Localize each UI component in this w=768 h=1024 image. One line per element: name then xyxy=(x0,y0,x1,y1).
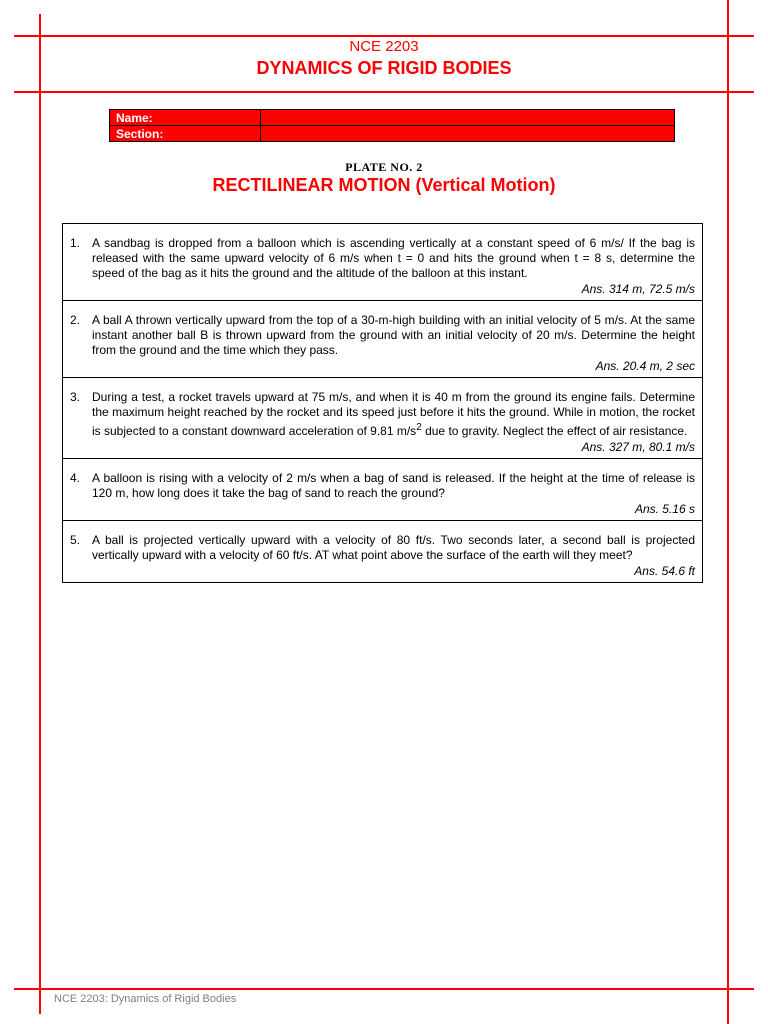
course-title: DYNAMICS OF RIGID BODIES xyxy=(256,58,512,78)
problem-item xyxy=(63,300,702,377)
problem-number: 4. xyxy=(70,471,81,485)
bottom-rule xyxy=(14,988,754,990)
course-code: NCE 2203 xyxy=(349,38,419,55)
problem-item xyxy=(63,224,702,300)
problem-number: 1. xyxy=(70,236,81,250)
problem-number: 5. xyxy=(70,533,81,547)
problem-item xyxy=(63,377,702,458)
problems-list xyxy=(62,223,703,583)
plate-title: RECTILINEAR MOTION (Vertical Motion) xyxy=(212,175,556,195)
problem-answer: Ans. 5.16 s xyxy=(634,502,695,516)
problem-answer: Ans. 54.6 ft xyxy=(634,564,695,578)
problem-text xyxy=(92,390,695,439)
section-label: Section: xyxy=(110,126,261,142)
problem-number: 2. xyxy=(70,313,81,327)
problem-answer: Ans. 20.4 m, 2 sec xyxy=(595,359,695,373)
name-row xyxy=(110,110,675,126)
plate-number: PLATE NO. 2 xyxy=(345,160,423,174)
problem-answer: Ans. 314 m, 72.5 m/s xyxy=(581,282,695,296)
problem-item xyxy=(63,520,702,582)
section-row xyxy=(110,126,675,142)
superscript: 2 xyxy=(416,422,422,433)
top-rule-upper xyxy=(14,35,754,37)
section-field[interactable] xyxy=(261,126,675,142)
name-label: Name: xyxy=(110,110,261,126)
right-margin-line xyxy=(727,0,729,1024)
problem-text: A ball is projected vertically upward with a velocity of 80 ft/s. Two seconds later, a second ball is projected vertically upward with a velocity of 60 ft/s. AT what point above the surface of the earth will they meet? xyxy=(92,533,695,562)
top-rule-lower xyxy=(14,91,754,93)
problem-answer: Ans. 327 m, 80.1 m/s xyxy=(581,440,695,454)
problem-text: A ball A thrown vertically upward from the top of a 30-m-high building with an initial velocity of 5 m/s. At the same instant another ball B is thrown upward from the ground with an initial velocity of 20 m/s. Determine the height from the ground and the time which they pass. xyxy=(92,313,695,357)
problem-number: 3. xyxy=(70,390,81,404)
problem-text: A sandbag is dropped from a balloon which is ascending vertically at a constant speed of 6 m/s/ If the bag is released with the same upward velocity of 6 m/s when t = 0 and hits the ground when t = 8 s, determine the speed of the bag as it hits the ground and the altitude of the balloon at this instant. xyxy=(92,236,695,280)
name-field[interactable] xyxy=(261,110,675,126)
problem-text-part: During a test, a rocket travels upward at 75 m/s, and when it is 40 m from the ground its engine fails. Determine the maximum height reached by the rocket and its speed just before it hits the ground. While in motion, the rocket is subjected to a constant downward acceleration of 9.81 m/s xyxy=(92,390,695,438)
page-footer: NCE 2203: Dynamics of Rigid Bodies xyxy=(54,993,237,1005)
problem-item xyxy=(63,458,702,520)
student-info-table xyxy=(109,109,675,142)
problem-text: A balloon is rising with a velocity of 2 m/s when a bag of sand is released. If the height at the time of release is 120 m, how long does it take the bag of sand to reach the ground? xyxy=(92,471,695,500)
problem-text-part: due to gravity. Neglect the effect of air resistance. xyxy=(421,424,688,438)
